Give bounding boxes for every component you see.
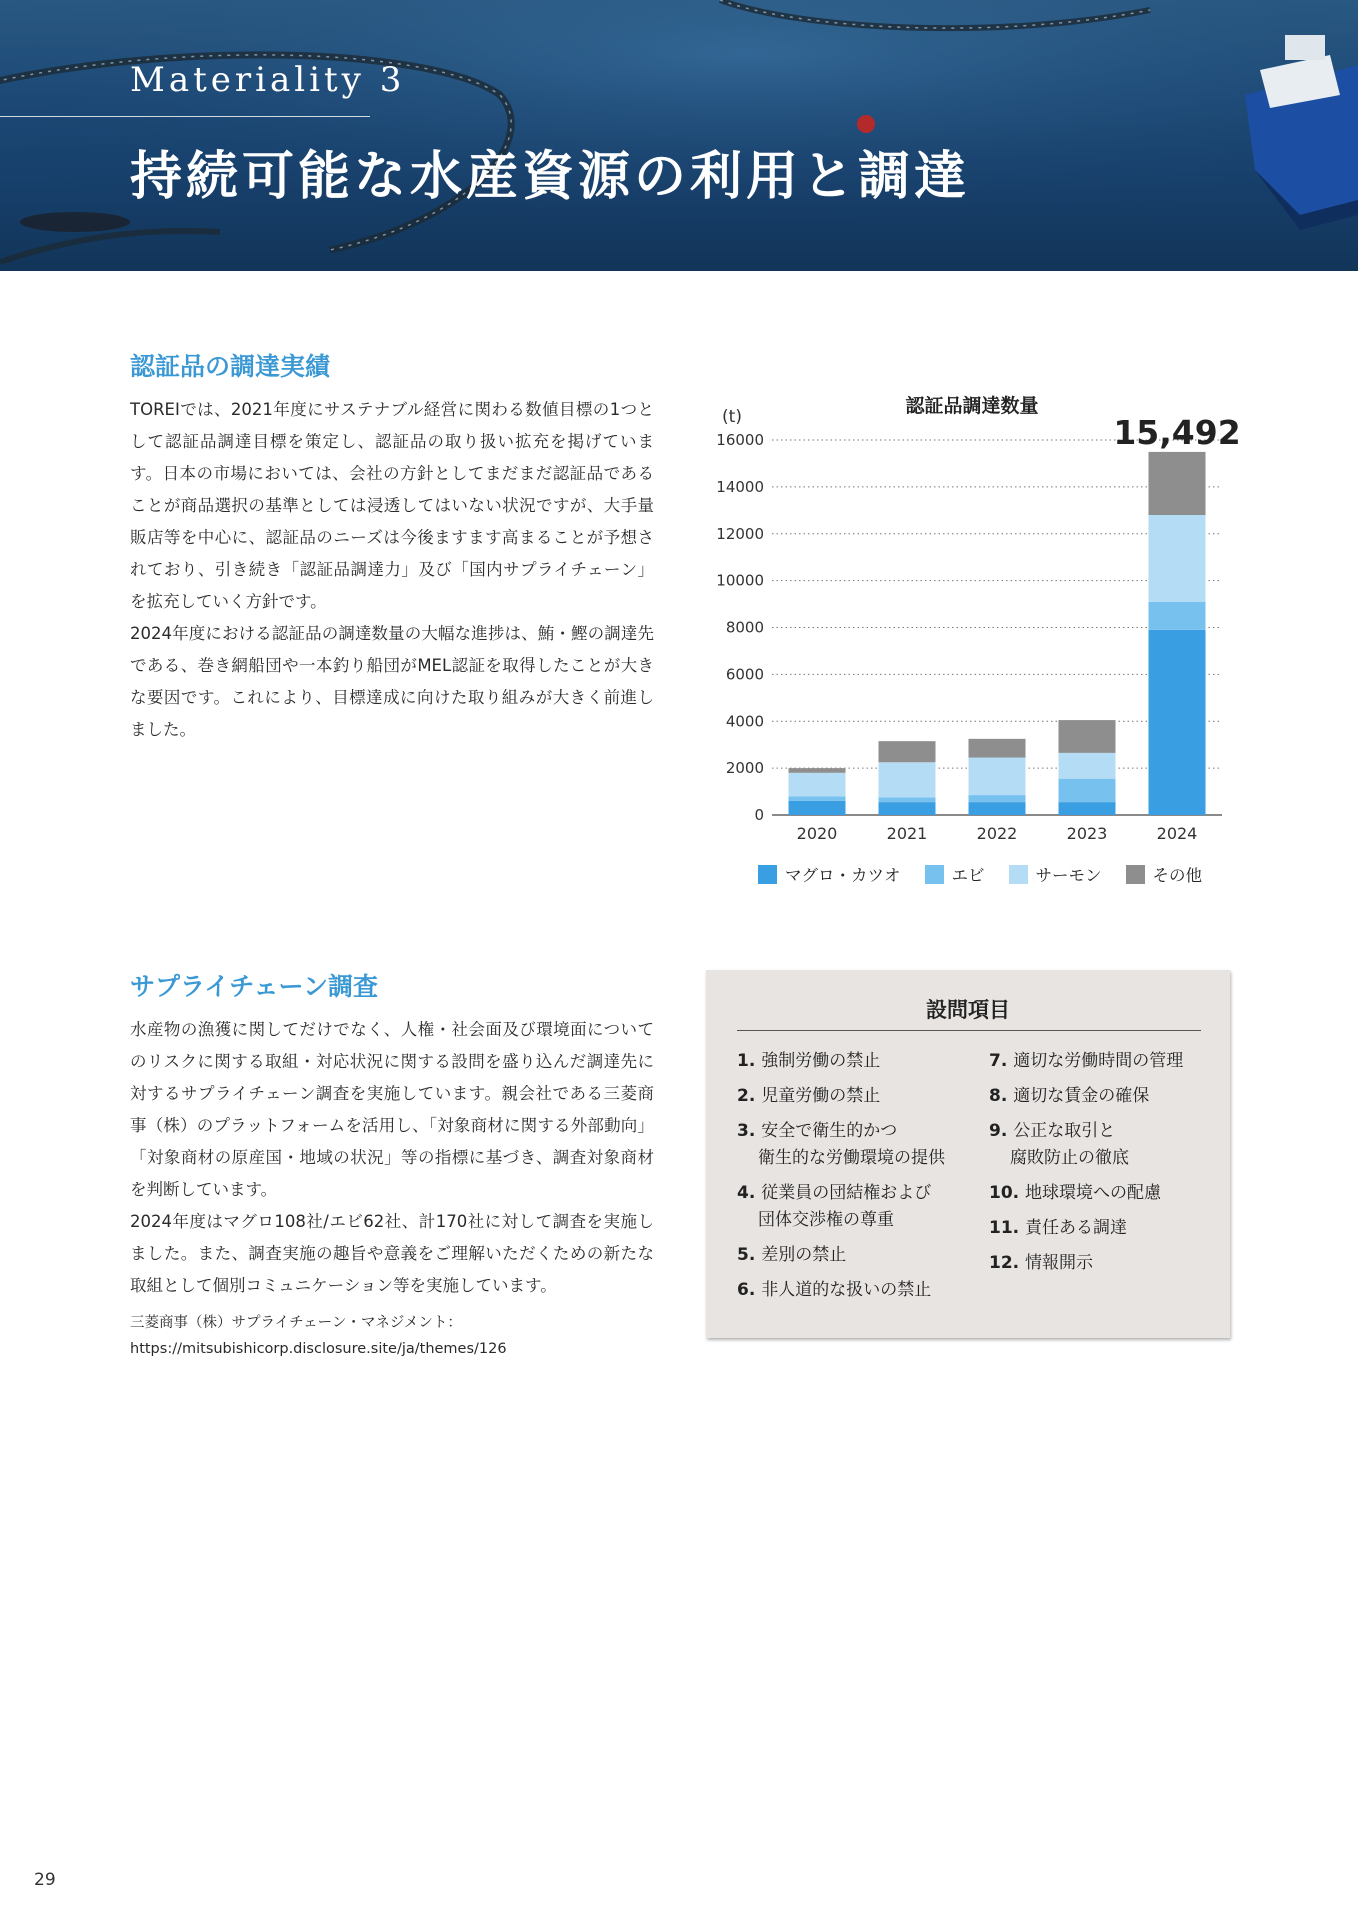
question-text: 8. 適切な賃金の確保 (989, 1086, 1150, 1106)
question-list-left (737, 1048, 945, 1312)
reference-link[interactable]: https://mitsubishicorp.disclosure.site/ja/themes/126 (130, 1341, 507, 1357)
y-tick-label: 16000 (716, 431, 764, 449)
question-number: 7. (989, 1051, 1014, 1071)
bar-segment (1149, 452, 1206, 515)
y-tick-label: 6000 (725, 665, 764, 684)
y-axis-unit-label: (t) (722, 407, 742, 427)
y-tick-label: 4000 (725, 712, 764, 731)
question-text: 団体交渉権の尊重 (758, 1210, 894, 1230)
x-tick-label: 2021 (886, 824, 928, 843)
y-tick-label: 10000 (716, 571, 764, 590)
question-number: 2. (737, 1086, 762, 1106)
question-box-title: 設問項目 (926, 998, 1010, 1022)
question-number: 9. (989, 1121, 1014, 1141)
bar-segment (879, 802, 936, 815)
legend-item (1009, 862, 1102, 886)
total-annotation: 15,492 (1113, 412, 1240, 452)
materiality-label: Materiality 3 (130, 60, 406, 100)
question-item (737, 1083, 945, 1110)
section-body-supply-chain (130, 1014, 654, 1302)
legend-label: マグロ・カツオ (785, 866, 901, 885)
question-item (989, 1250, 1183, 1277)
chart-title: 認証品調達数量 (905, 395, 1039, 417)
question-text: 4. 従業員の団結権および (737, 1183, 932, 1203)
page-title: 持続可能な水産資源の利用と調達 (130, 146, 971, 207)
bar-segment (879, 762, 936, 797)
legend-item (758, 862, 901, 886)
bar-segment (969, 802, 1026, 815)
question-text: 2. 児童労働の禁止 (737, 1086, 881, 1106)
bar-segment (1059, 779, 1116, 802)
bar-segment (789, 768, 846, 773)
question-text: 6. 非人道的な扱いの禁止 (737, 1280, 932, 1300)
question-item (737, 1118, 945, 1172)
page-number: 29 (34, 1870, 56, 1890)
question-text: 11. 責任ある調達 (989, 1218, 1128, 1238)
question-item (737, 1180, 945, 1234)
chart-legend (758, 862, 1202, 886)
bar-segment (1059, 802, 1116, 815)
question-text: 5. 差別の禁止 (737, 1245, 847, 1265)
legend-swatch (1009, 865, 1028, 884)
legend-label: エビ (951, 866, 985, 885)
question-text: 12. 情報開示 (989, 1253, 1094, 1273)
question-text: 3. 安全で衛生的かつ (737, 1121, 898, 1141)
section-heading-certified: 認証品の調達実績 (130, 352, 331, 381)
question-text: 7. 適切な労働時間の管理 (989, 1051, 1184, 1071)
legend-swatch (925, 865, 944, 884)
bar-segment (879, 741, 936, 762)
question-number: 3. (737, 1121, 762, 1141)
bar-segment (1149, 602, 1206, 630)
bar-segment (969, 739, 1026, 758)
question-item (989, 1118, 1183, 1172)
reference-label: 三菱商事（株）サプライチェーン・マネジメント： (130, 1315, 462, 1331)
section-body-certified (130, 394, 654, 746)
question-number: 8. (989, 1086, 1014, 1106)
x-tick-label: 2023 (1066, 824, 1108, 843)
legend-swatch (758, 865, 777, 884)
bar-segment (1059, 753, 1116, 779)
legend-item (1126, 862, 1203, 886)
bar-segment (789, 773, 846, 796)
bar-segment (1149, 630, 1206, 815)
y-tick-label: 12000 (716, 524, 764, 543)
question-text: 9. 公正な取引と (989, 1121, 1116, 1141)
legend-item (925, 862, 985, 886)
bar-segment (1059, 720, 1116, 753)
bar-segment (969, 795, 1026, 802)
question-text: 衛生的な労働環境の提供 (758, 1148, 945, 1168)
question-item (989, 1215, 1183, 1242)
question-text: 腐敗防止の徹底 (1010, 1148, 1129, 1168)
question-number: 6. (737, 1280, 762, 1300)
x-tick-label: 2024 (1156, 824, 1198, 843)
question-items-box (706, 970, 1230, 1338)
question-item (737, 1048, 945, 1075)
paragraph: 2024年度における認証品の調達数量の大幅な進捗は、鮪・鰹の調達先である、巻き網船団や一本釣り船団がMEL認証を取得したことが大きな要因です。これにより、目標達成に向けた取り組みが大きく前進しました。 (130, 624, 654, 739)
y-tick-label: 0 (754, 806, 764, 824)
x-tick-label: 2022 (976, 824, 1018, 843)
bar-segment (969, 758, 1026, 796)
question-text: 1. 強制労働の禁止 (737, 1051, 881, 1071)
legend-swatch (1126, 865, 1145, 884)
question-item (989, 1083, 1183, 1110)
chart-svg (700, 390, 1240, 870)
question-number: 11. (989, 1218, 1026, 1238)
question-item (737, 1242, 945, 1269)
divider (737, 1030, 1201, 1031)
legend-label: サーモン (1035, 866, 1102, 885)
y-tick-label: 14000 (716, 477, 764, 496)
y-tick-label: 8000 (725, 618, 764, 637)
reference-note (130, 1310, 507, 1362)
question-text: 10. 地球環境への配慮 (989, 1183, 1162, 1203)
paragraph: TOREIでは、2021年度にサステナブル経営に関わる数値目標の1つとして認証品調達目標を策定し、認証品の取り扱い拡充を掲げています。日本の市場においては、会社の方針としてまだまだ認証品であることが商品選択の基準としては浸透してはいない状況ですが、大手量販店等を中心に、認証品のニーズは今後ますます高まることが予想されており、引き続き「認証品調達力」及び「国内サプライチェーン」を拡充していく方針です。 (130, 400, 654, 611)
question-number: 10. (989, 1183, 1026, 1203)
divider (0, 116, 370, 117)
paragraph: 水産物の漁獲に関してだけでなく、人権・社会面及び環境面についてのリスクに関する取組・対応状況に関する設問を盛り込んだ調達先に対するサプライチェーン調査を実施しています。親会社である三菱商事（株）のプラットフォームを活用し、「対象商材に関する外部動向」「対象商材の原産国・地域の状況」等の指標に基づき、調査対象商材を判断しています。 (130, 1020, 654, 1199)
certified-procurement-chart (700, 390, 1240, 900)
question-item (989, 1048, 1183, 1075)
question-number: 1. (737, 1051, 762, 1071)
bar-segment (1149, 515, 1206, 602)
section-heading-supply-chain: サプライチェーン調査 (130, 972, 379, 1001)
bar-segment (789, 796, 846, 801)
question-item (737, 1277, 945, 1304)
question-number: 5. (737, 1245, 762, 1265)
bar-segment (789, 801, 846, 815)
x-tick-label: 2020 (796, 824, 838, 843)
question-item (989, 1180, 1183, 1207)
bar-segment (879, 797, 936, 802)
legend-label: その他 (1152, 866, 1202, 885)
question-list-right (989, 1048, 1183, 1285)
question-number: 12. (989, 1253, 1026, 1273)
question-number: 4. (737, 1183, 762, 1203)
header-banner (0, 0, 1358, 271)
paragraph: 2024年度はマグロ108社/エビ62社、計170社に対して調査を実施しました。また、調査実施の趣旨や意義をご理解いただくための新たな取組として個別コミュニケーション等を実施しています。 (130, 1212, 654, 1295)
y-tick-label: 2000 (725, 759, 764, 778)
